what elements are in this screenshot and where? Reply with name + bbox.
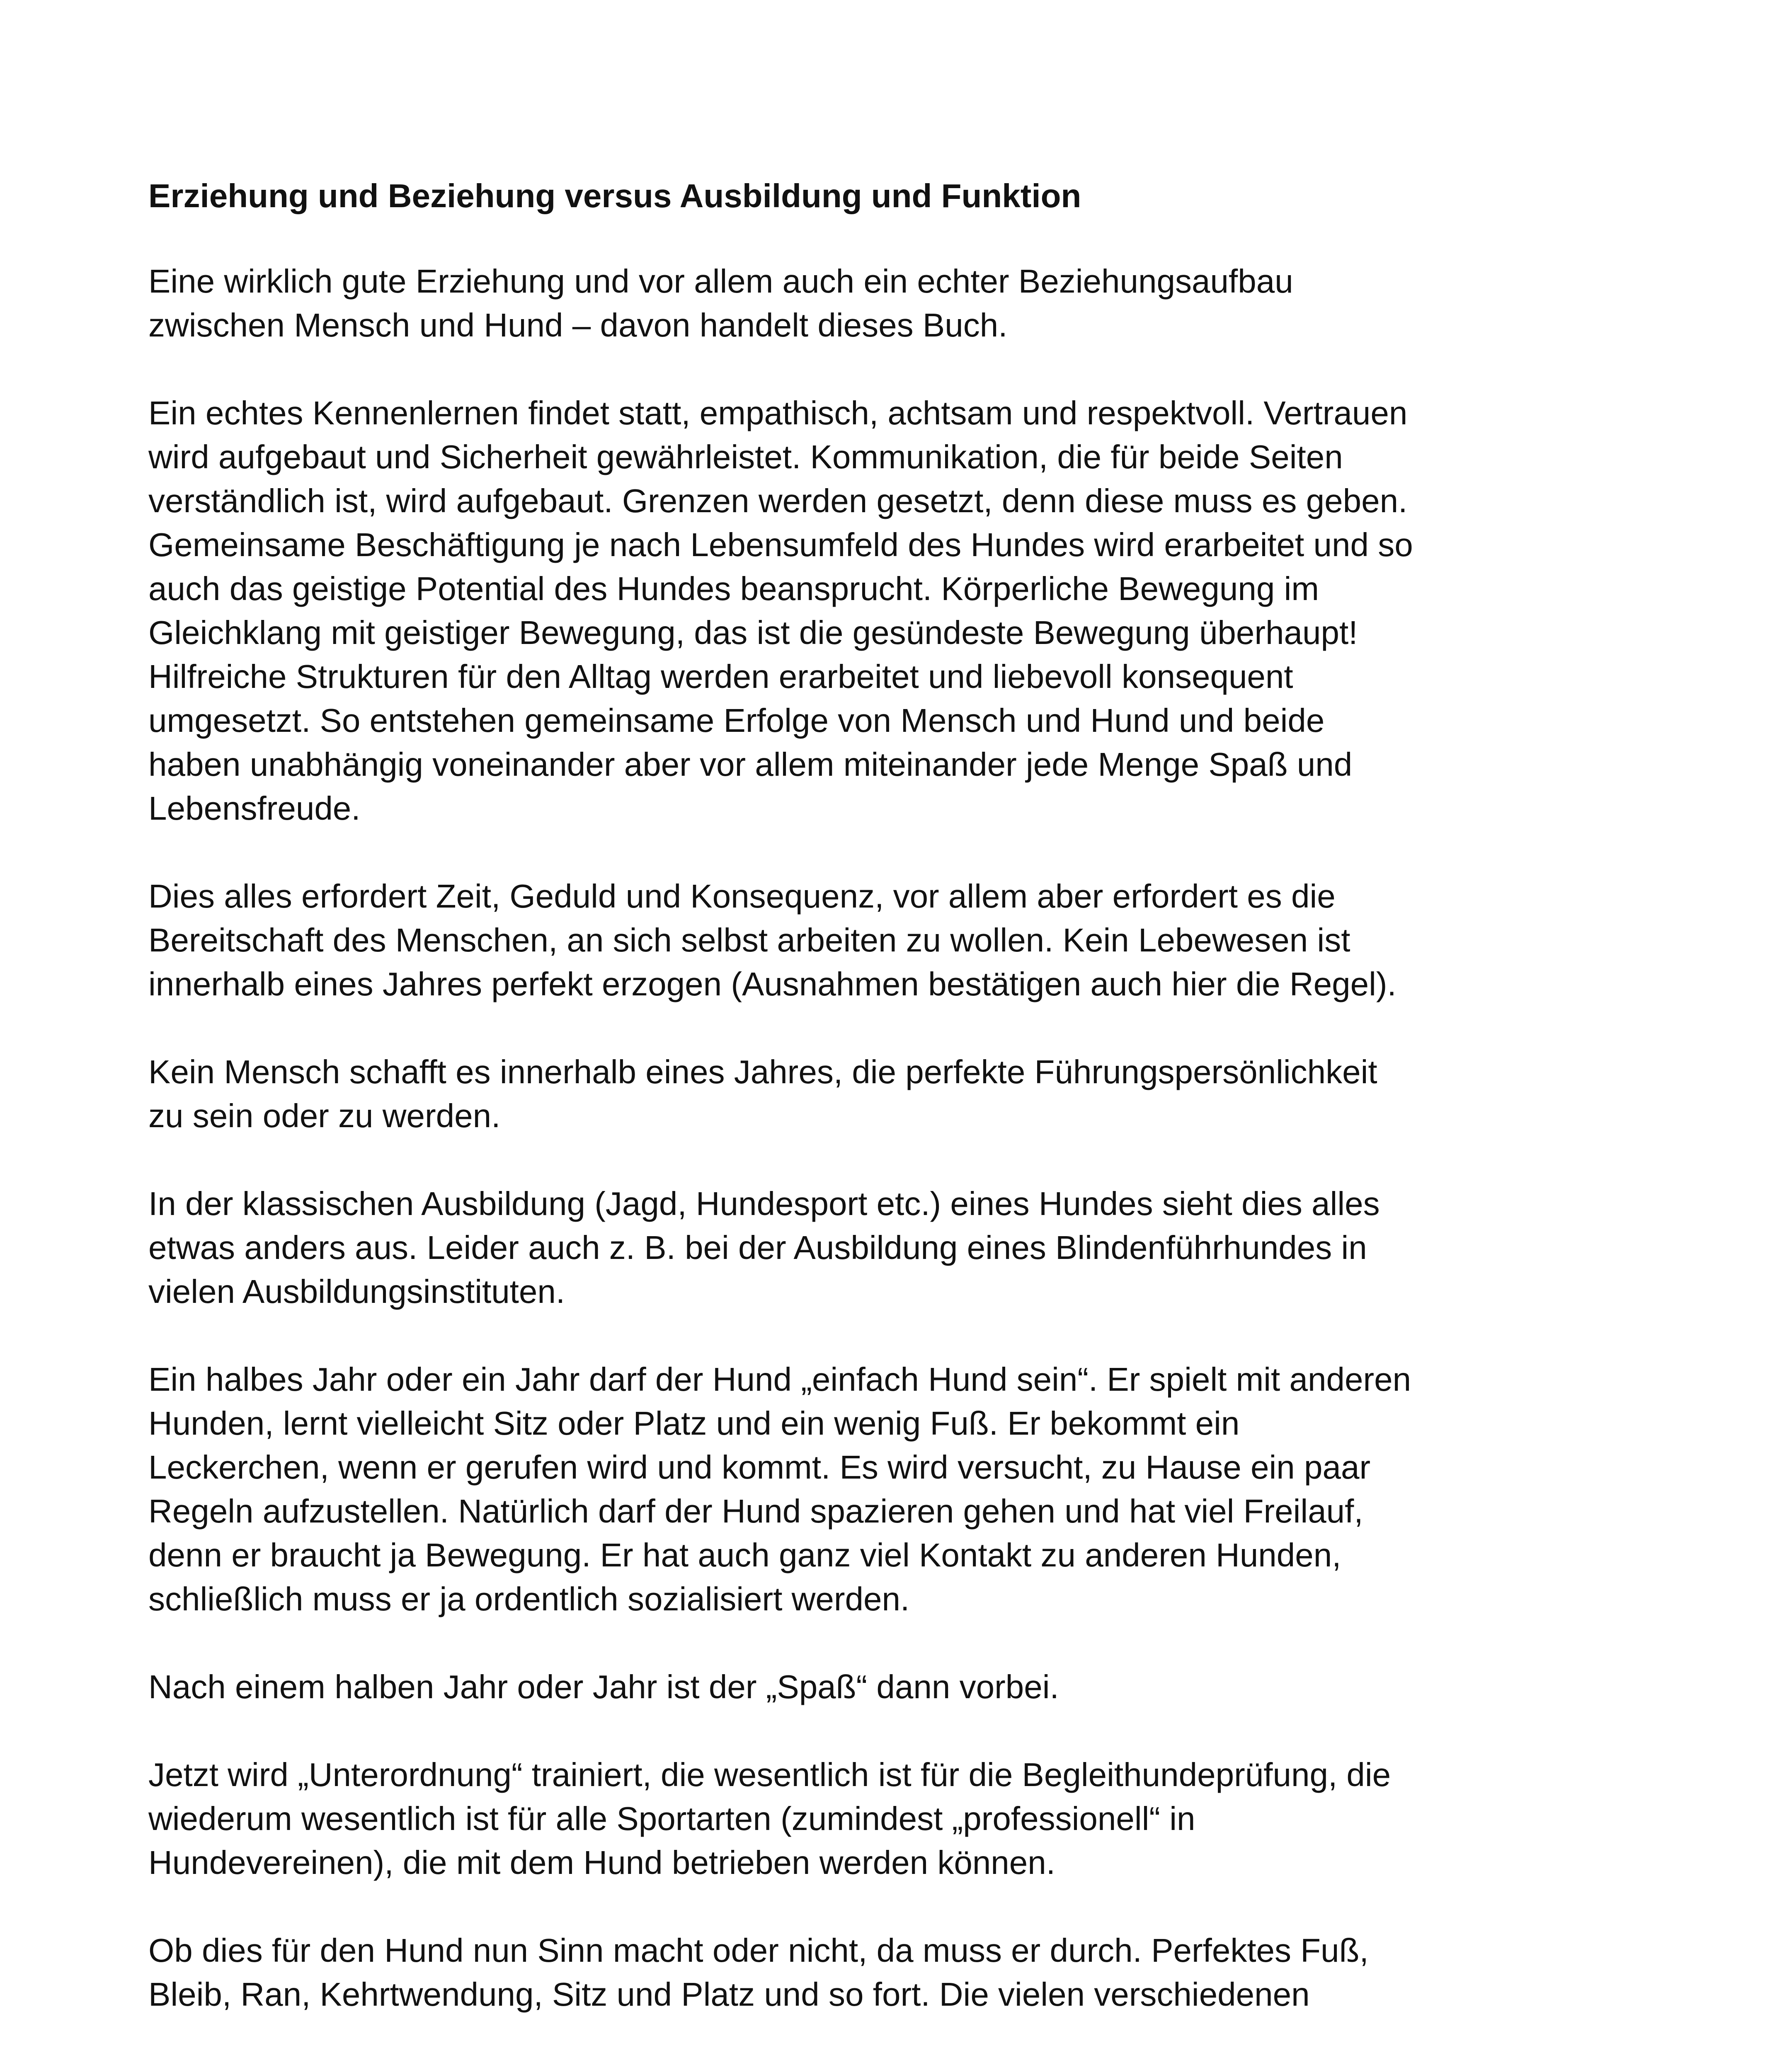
text-line: denn er braucht ja Bewegung. Er hat auch ganz viel Kontakt zu anderen Hunden,	[148, 1537, 1341, 1573]
paragraph	[148, 1358, 1624, 1621]
text-line: Gemeinsame Beschäftigung je nach Lebensumfeld des Hundes wird erarbeitet und so	[148, 526, 1413, 563]
paragraph	[148, 1050, 1624, 1138]
paragraph	[148, 391, 1624, 830]
paragraph	[148, 259, 1624, 347]
paragraph	[148, 1753, 1624, 1885]
text-line: auch das geistige Potential des Hundes beansprucht. Körperliche Bewegung im	[148, 570, 1319, 607]
text-line: wiederum wesentlich ist für alle Sportarten (zumindest „professionell“ in	[148, 1800, 1195, 1837]
text-line: etwas anders aus. Leider auch z. B. bei der Ausbildung eines Blindenführhundes in	[148, 1229, 1367, 1266]
paragraph	[148, 1665, 1624, 1709]
text-line: Ein halbes Jahr oder ein Jahr darf der Hund „einfach Hund sein“. Er spielt mit anderen	[148, 1361, 1411, 1398]
text-line: Bereitschaft des Menschen, an sich selbst arbeiten zu wollen. Kein Lebewesen ist	[148, 922, 1350, 959]
text-line: Jetzt wird „Unterordnung“ trainiert, die wesentlich ist für die Begleithundeprüfung, die	[148, 1756, 1391, 1793]
text-line: Kein Mensch schafft es innerhalb eines Jahres, die perfekte Führungspersönlichkeit	[148, 1053, 1377, 1090]
text-line: Gleichklang mit geistiger Bewegung, das ist die gesündeste Bewegung überhaupt!	[148, 614, 1358, 651]
text-line: Regeln aufzustellen. Natürlich darf der Hund spazieren gehen und hat viel Freilauf,	[148, 1493, 1363, 1530]
text-line: Ob dies für den Hund nun Sinn macht oder nicht, da muss er durch. Perfektes Fuß,	[148, 1932, 1369, 1969]
text-line: Dies alles erfordert Zeit, Geduld und Konsequenz, vor allem aber erfordert es die	[148, 878, 1336, 915]
text-line: verständlich ist, wird aufgebaut. Grenzen werden gesetzt, denn diese muss es geben.	[148, 482, 1408, 519]
text-line: Lebensfreude.	[148, 790, 361, 827]
text-line: Nach einem halben Jahr oder Jahr ist der „Spaß“ dann vorbei.	[148, 1668, 1059, 1705]
paragraph	[148, 874, 1624, 1006]
paragraph	[148, 1182, 1624, 1314]
paragraph	[148, 1929, 1624, 2016]
body-text	[148, 259, 1624, 2016]
text-line: umgesetzt. So entstehen gemeinsame Erfolge von Mensch und Hund und beide	[148, 702, 1325, 739]
text-line: In der klassischen Ausbildung (Jagd, Hundesport etc.) eines Hundes sieht dies alles	[148, 1185, 1380, 1222]
text-line: Hunden, lernt vielleicht Sitz oder Platz und ein wenig Fuß. Er bekommt ein	[148, 1405, 1240, 1442]
text-line: zwischen Mensch und Hund – davon handelt dieses Buch.	[148, 307, 1008, 344]
text-line: zu sein oder zu werden.	[148, 1097, 501, 1134]
text-line: Leckerchen, wenn er gerufen wird und kommt. Es wird versucht, zu Hause ein paar	[148, 1449, 1371, 1486]
text-line: haben unabhängig voneinander aber vor allem miteinander jede Menge Spaß und	[148, 746, 1353, 783]
text-line: wird aufgebaut und Sicherheit gewährleistet. Kommunikation, die für beide Seiten	[148, 438, 1343, 475]
text-line: Eine wirklich gute Erziehung und vor allem auch ein echter Beziehungsaufbau	[148, 263, 1293, 300]
text-line: Hundevereinen), die mit dem Hund betrieben werden können.	[148, 1844, 1056, 1881]
text-line: schließlich muss er ja ordentlich sozialisiert werden.	[148, 1581, 910, 1617]
text-line: vielen Ausbildungsinstituten.	[148, 1273, 565, 1310]
text-line: innerhalb eines Jahres perfekt erzogen (Ausnahmen bestätigen auch hier die Regel).	[148, 966, 1396, 1002]
section-heading: Erziehung und Beziehung versus Ausbildung und Funktion	[148, 177, 1081, 214]
text-line: Bleib, Ran, Kehrtwendung, Sitz und Platz und so fort. Die vielen verschiedenen	[148, 1976, 1310, 2013]
text-line: Hilfreiche Strukturen für den Alltag werden erarbeitet und liebevoll konsequent	[148, 658, 1293, 695]
page-content	[148, 174, 1624, 2060]
text-line: Ein echtes Kennenlernen findet statt, empathisch, achtsam und respektvoll. Vertrauen	[148, 395, 1408, 431]
